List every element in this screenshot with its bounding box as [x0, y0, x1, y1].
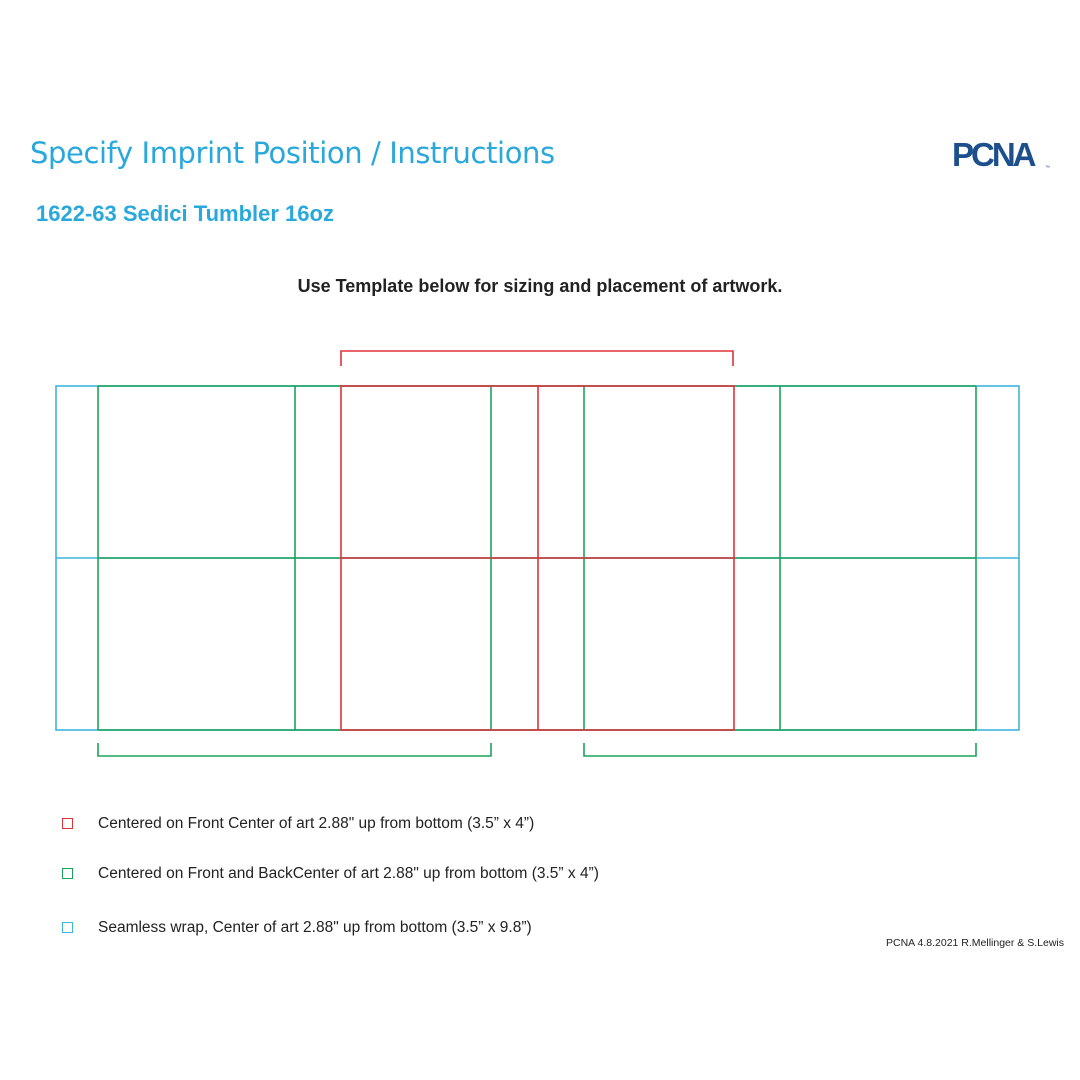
- page-title: Specify Imprint Position / Instructions: [30, 136, 555, 170]
- front-side-bracket: [98, 743, 491, 756]
- legend-label: Seamless wrap, Center of art 2.88" up from bottom (3.5” x 9.8”): [98, 919, 532, 936]
- pcna-logo: PCNA: [952, 136, 1034, 173]
- front-center-area: [341, 351, 734, 730]
- back-side-bracket: [584, 743, 976, 756]
- front-back-areas: [98, 386, 976, 756]
- credit-line: PCNA 4.8.2021 R.Mellinger & S.Lewis: [885, 937, 1064, 949]
- red-square-icon: [62, 818, 73, 829]
- template-instruction: Use Template below for sizing and placement of artwork.: [297, 276, 783, 296]
- legend-label: Centered on Front Center of art 2.88" up from bottom (3.5” x 4”): [98, 815, 535, 832]
- product-title: 1622-63 Sedici Tumbler 16oz: [36, 201, 334, 226]
- green-square-icon: [62, 868, 73, 879]
- blue-square-icon: [62, 922, 73, 933]
- front-center-bracket: [341, 351, 733, 366]
- legend-label: Centered on Front and BackCenter of art 2.88" up from bottom (3.5” x 4”): [98, 865, 599, 882]
- logo-trademark: ™: [1045, 165, 1050, 171]
